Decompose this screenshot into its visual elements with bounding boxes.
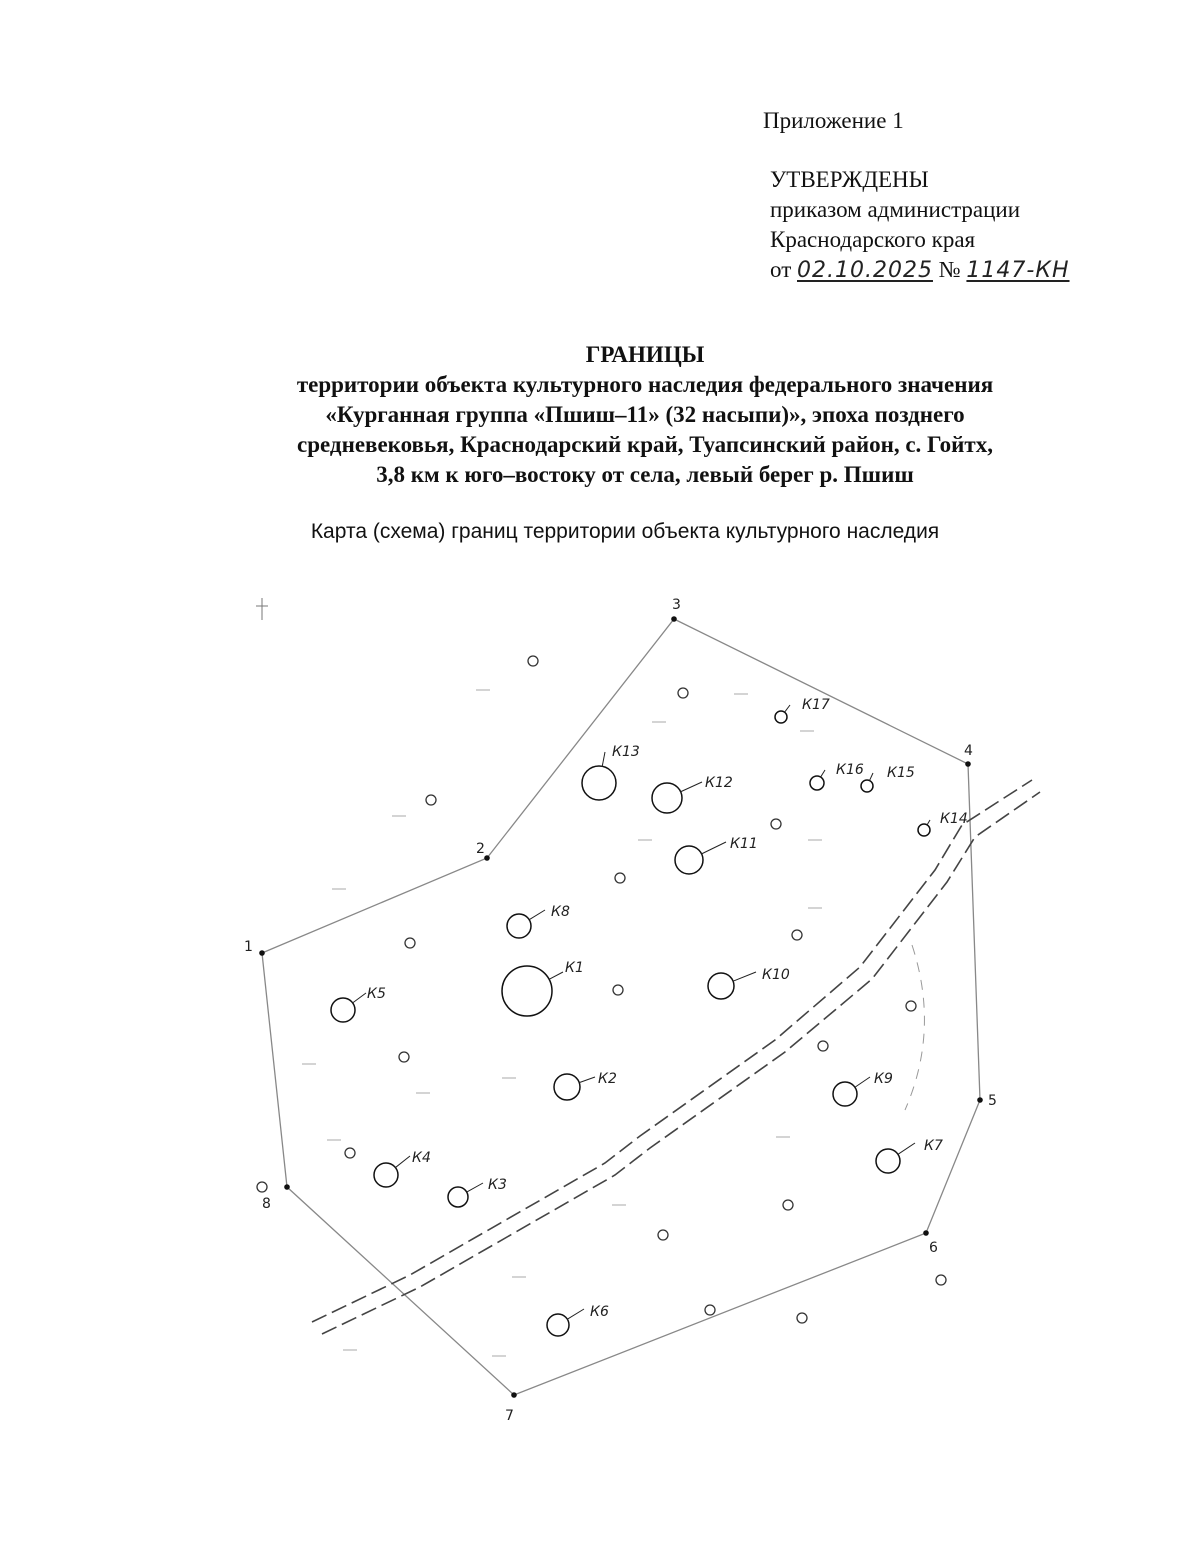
mound-label: К6 [590,1304,609,1320]
boundary-point-label: 4 [964,743,973,759]
mound-leader [821,770,825,777]
boundary-point-label: 6 [929,1240,938,1256]
minor-mound [615,873,625,883]
order-date: 02.10.2025 [797,258,933,283]
boundary-point-4 [965,761,971,767]
mound-circle [547,1314,569,1336]
minor-mound [405,938,415,948]
mound-К13 [582,744,640,800]
contour-arc [905,945,924,1110]
order-number: 1147-КН [966,258,1070,283]
mound-circle [775,711,787,723]
mound-circle [331,998,355,1022]
mound-leader [681,782,702,792]
mound-К9 [833,1071,893,1106]
mound-circle [374,1163,398,1187]
mound-leader [785,705,790,712]
mound-label: К13 [612,744,640,760]
boundary-point-2 [484,855,490,861]
boundary-point-label: 1 [244,939,253,955]
mound-К17 [775,697,830,723]
mound-leader [898,1143,915,1154]
mound-circle [507,914,531,938]
mound-circle [582,766,616,800]
north-arrow-icon [256,598,268,620]
mound-circle [876,1149,900,1173]
minor-mound [771,819,781,829]
appendix-label: Приложение 1 [763,108,904,133]
mound-label: К10 [762,967,790,983]
boundary-point-label: 2 [476,841,485,857]
mound-label: К14 [940,811,968,827]
mound-leader [927,820,930,825]
mound-leader [870,773,873,781]
mound-leader [567,1309,584,1319]
boundary-point-5 [977,1097,983,1103]
boundary-point-6 [923,1230,929,1236]
boundary-point-label: 8 [262,1196,271,1212]
mound-circle [502,966,552,1016]
minor-mound [906,1001,916,1011]
mound-label: К1 [565,960,584,976]
minor-mound [678,688,688,698]
map-subtitle: Карта (схема) границ территории объекта культурного наследия [310,520,940,543]
mound-К12 [652,775,733,813]
order-number-sign: № [938,257,961,282]
mound-К10 [708,967,790,999]
boundary-point-3 [671,616,677,622]
mound-К5 [331,986,386,1022]
mound-label: К4 [412,1150,431,1166]
boundary-point-7 [511,1392,517,1398]
mound-К8 [507,904,570,938]
title-line-1: территории объекта культурного наследия федерального значения [296,372,994,397]
title-line-3: средневековья, Краснодарский край, Туапсинский район, с. Гойтх, [297,432,993,457]
mound-label: К15 [887,765,915,781]
boundary-point-label: 3 [672,597,681,613]
mound-circle [810,776,824,790]
boundary-point-1 [259,950,265,956]
mound-К11 [675,836,758,874]
mound-leader [579,1077,595,1083]
mound-leader [855,1077,870,1087]
mound-К6 [547,1304,609,1336]
mound-К2 [554,1071,617,1100]
mound-К7 [876,1138,943,1173]
title-main: ГРАНИЦЫ [585,342,705,367]
mound-leader [702,842,726,854]
mound-label: К16 [836,762,864,778]
mound-leader [467,1183,483,1192]
mound-К3 [448,1177,507,1207]
mound-circle [554,1074,580,1100]
mound-circle [918,824,930,836]
mound-leader [529,910,545,920]
mound-label: К8 [551,904,570,920]
minor-mound [818,1041,828,1051]
minor-mound [345,1148,355,1158]
minor-mound [797,1313,807,1323]
mound-leader [602,752,605,766]
territory-boundary [262,619,980,1395]
minor-mound [792,930,802,940]
mound-К15 [861,765,915,792]
mound-label: К5 [367,986,386,1002]
mound-К16 [810,762,864,790]
mound-К1 [502,960,584,1016]
mound-circle [833,1082,857,1106]
mound-circle [708,973,734,999]
boundary-point-label: 5 [988,1093,997,1109]
mound-label: К9 [874,1071,893,1087]
title-line-4: 3,8 км к юго–востоку от села, левый берег р. Пшиш [376,462,914,487]
minor-mound [658,1230,668,1240]
approved-line-1: приказом администрации [770,197,1021,222]
survey-ticks [302,690,822,1356]
mounds [331,697,968,1336]
minor-mound [399,1052,409,1062]
minor-mound [528,656,538,666]
minor-mounds [257,656,946,1323]
minor-mound [783,1200,793,1210]
minor-mound [705,1305,715,1315]
order-prefix: от [770,257,792,282]
approved-title: УТВЕРЖДЕНЫ [770,167,929,192]
minor-mound [257,1182,267,1192]
mound-leader [733,972,756,981]
minor-mound [426,795,436,805]
mound-label: К17 [802,697,830,713]
mound-label: К12 [705,775,733,791]
mound-circle [861,780,873,792]
mound-leader [395,1156,410,1168]
mound-circle [652,783,682,813]
mound-circle [675,846,703,874]
minor-mound [613,985,623,995]
mound-label: К3 [488,1177,507,1193]
mound-label: К7 [924,1138,943,1154]
mound-leader [353,993,366,1003]
minor-mound [936,1275,946,1285]
mound-label: К2 [598,1071,617,1087]
approved-line-2: Краснодарского края [770,227,976,252]
mound-leader [549,972,563,979]
mound-label: К11 [730,836,758,852]
boundary-point-8 [284,1184,290,1190]
mound-К4 [374,1150,431,1187]
mound-К14 [918,811,968,836]
boundary-point-label: 7 [505,1408,514,1424]
title-line-2: «Курганная группа «Пшиш–11» (32 насыпи)», эпоха позднего [325,402,965,427]
mound-circle [448,1187,468,1207]
